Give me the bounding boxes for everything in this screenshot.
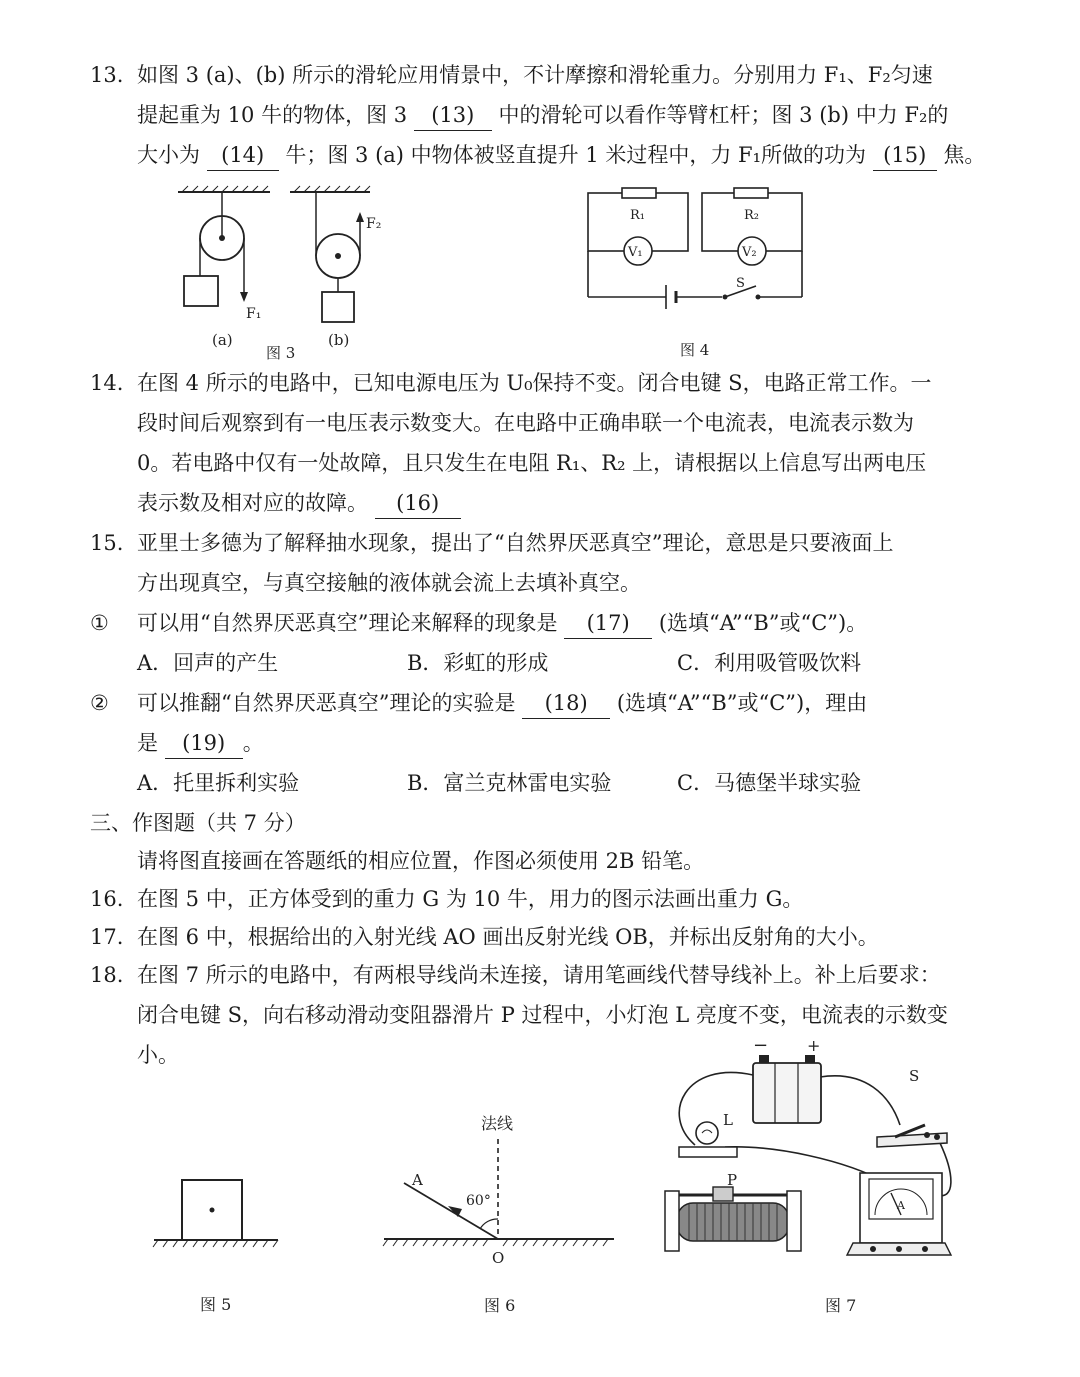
blank-13: (13) bbox=[414, 100, 492, 131]
q15-number: 15. bbox=[90, 531, 124, 555]
resistor-r1 bbox=[622, 188, 656, 198]
lamp-label: L bbox=[723, 1111, 733, 1129]
r2-label: R₂ bbox=[744, 208, 759, 223]
q16-text: 在图 5 中，正方体受到的重力 G 为 10 牛，用力的图示法画出重力 G。 bbox=[137, 887, 804, 911]
f2-label: F₂ bbox=[366, 216, 382, 232]
q13-text-3b: 牛；图 3 (a) 中物体被竖直提升 1 米过程中，力 F₁所做的功为 bbox=[285, 143, 867, 167]
q15-sub1 bbox=[90, 608, 990, 639]
point-o-label: O bbox=[492, 1249, 505, 1267]
fig3-label-a: (a) bbox=[212, 331, 233, 349]
normal-label: 法线 bbox=[481, 1114, 514, 1133]
rheostat-slider bbox=[713, 1187, 733, 1201]
mirror-hatch bbox=[383, 1239, 608, 1246]
q15-line-1 bbox=[90, 528, 990, 558]
option-2a: A．托里拆利实验 bbox=[137, 771, 300, 795]
option-1a: A．回声的产生 bbox=[137, 651, 279, 675]
q15-sub2-mark: ② bbox=[90, 691, 109, 715]
q15-sub2 bbox=[90, 688, 990, 719]
q14-text-4: 表示数及相对应的故障。 bbox=[137, 491, 368, 515]
figure-6 bbox=[380, 1105, 620, 1320]
q15-sub2-reason: 是 bbox=[137, 731, 158, 755]
q13-text-2b: 中的滑轮可以看作等臂杠杆；图 3 (b) 中力 F₂的 bbox=[498, 103, 949, 127]
fig7-caption: 图 7 bbox=[825, 1296, 857, 1315]
q14-text-3: 0。若电路中仅有一处故障，且只发生在电阻 R₁、R₂ 上，请根据以上信息写出两电压 bbox=[137, 451, 927, 475]
q15-text-2: 方出现真空，与真空接触的液体就会流上去填补真空。 bbox=[137, 571, 641, 595]
q18-text-1: 在图 7 所示的电路中，有两根导线尚未连接，请用笔画线代替导线补上。补上后要求： bbox=[137, 963, 941, 987]
blank-18: (18) bbox=[522, 688, 610, 719]
section-3-instruction: 请将图直接画在答题纸的相应位置，作图必须使用 2B 铅笔。 bbox=[137, 849, 705, 873]
q15-sub2-end: 。 bbox=[242, 731, 264, 755]
q14-line-2 bbox=[137, 408, 1037, 438]
lamp-bulb bbox=[696, 1122, 718, 1144]
q15-sub2-line-2 bbox=[137, 728, 1037, 759]
resistor-r2 bbox=[734, 188, 768, 198]
q17-number: 17. bbox=[90, 925, 124, 949]
blank-16: (16) bbox=[375, 488, 461, 519]
q15-sub1-mark: ① bbox=[90, 611, 109, 635]
q14-line-3 bbox=[137, 448, 1037, 478]
q15-sub1-hint: (选填“A”“B”或“C”)。 bbox=[658, 611, 868, 635]
f1-label: F₁ bbox=[246, 306, 262, 322]
section-3-title: 三、作图题（共 7 分） bbox=[90, 811, 306, 835]
q17-text: 在图 6 中，根据给出的入射光线 AO 画出反射光线 OB，并标出反射角的大小。 bbox=[137, 925, 879, 949]
q16-line bbox=[90, 884, 990, 914]
q18-number: 18. bbox=[90, 963, 124, 987]
option-1c: C．利用吸管吸饮料 bbox=[677, 651, 862, 675]
angle-label: 60° bbox=[466, 1193, 491, 1209]
blank-17: (17) bbox=[564, 608, 652, 639]
battery-box bbox=[753, 1063, 821, 1123]
q13-line-2 bbox=[137, 100, 1037, 131]
rheostat-coil bbox=[677, 1203, 789, 1241]
fig3-caption: 图 3 bbox=[266, 344, 296, 362]
ground-hatch bbox=[153, 1240, 278, 1247]
fig3-label-b: (b) bbox=[328, 331, 350, 349]
battery-plus: + bbox=[807, 1036, 821, 1055]
blank-14: (14) bbox=[207, 140, 279, 171]
option-1b: B．彩虹的形成 bbox=[407, 651, 549, 675]
q15-options-1 bbox=[137, 648, 861, 678]
q13-text-3c: 焦。 bbox=[943, 143, 986, 167]
fig3b-weight bbox=[322, 292, 354, 322]
switch-label: S bbox=[909, 1067, 920, 1085]
q16-number: 16. bbox=[90, 887, 124, 911]
q15-options-2 bbox=[137, 768, 861, 798]
q15-sub1-text: 可以用“自然界厌恶真空”理论来解释的现象是 bbox=[137, 611, 558, 635]
q18-line-1 bbox=[90, 960, 990, 990]
q15-sub2-text: 可以推翻“自然界厌恶真空”理论的实验是 bbox=[137, 691, 516, 715]
angle-arc bbox=[480, 1219, 498, 1229]
battery-minus: − bbox=[753, 1035, 769, 1056]
q14-number: 14. bbox=[90, 371, 124, 395]
q13-text-2a: 提起重为 10 牛的物体，图 3 bbox=[137, 103, 408, 127]
ammeter-label: A bbox=[897, 1199, 905, 1212]
figure-4 bbox=[580, 185, 820, 365]
s-label: S bbox=[736, 276, 745, 291]
q13-text-1: 如图 3 (a)、(b) 所示的滑轮应用情景中，不计摩擦和滑轮重力。分别用力 F₁、F₂匀速 bbox=[137, 63, 933, 87]
figure-3 bbox=[170, 180, 410, 370]
q13-line-1 bbox=[90, 60, 990, 90]
wire-battery-switch bbox=[820, 1076, 900, 1125]
fig3a-weight bbox=[184, 276, 218, 306]
figure-7 bbox=[655, 1035, 955, 1320]
q15-line-2 bbox=[137, 568, 1037, 598]
fig4-caption: 图 4 bbox=[680, 341, 710, 359]
lamp-base bbox=[679, 1147, 737, 1157]
blank-15: (15) bbox=[873, 140, 937, 171]
q18-line-2: 闭合电键 S，向右移动滑动变阻器滑片 P 过程中，小灯泡 L 亮度不变，电流表的示数变 bbox=[137, 1003, 948, 1027]
q14-text-2: 段时间后观察到有一电压表示数变大。在电路中正确串联一个电流表，电流表示数为 bbox=[137, 411, 914, 435]
q14-line-1 bbox=[90, 368, 990, 398]
q14-line-4 bbox=[137, 488, 1037, 519]
v1-label: V₁ bbox=[628, 245, 643, 260]
q15-sub2-hint: (选填“A”“B”或“C”)，理由 bbox=[616, 691, 868, 715]
option-2c: C．马德堡半球实验 bbox=[677, 771, 862, 795]
q15-text-1: 亚里士多德为了解释抽水现象，提出了“自然界厌恶真空”理论，意思是只要液面上 bbox=[137, 531, 894, 555]
point-a-label: A bbox=[412, 1171, 423, 1189]
q17-line bbox=[90, 922, 990, 952]
q13-line-3 bbox=[137, 140, 1037, 171]
blank-19: (19) bbox=[165, 728, 243, 759]
fig5-caption: 图 5 bbox=[200, 1295, 232, 1314]
q14-text-1: 在图 4 所示的电路中，已知电源电压为 U₀保持不变。闭合电键 S，电路正常工作。一 bbox=[137, 371, 932, 395]
q13-text-3a: 大小为 bbox=[137, 143, 200, 167]
fig6-caption: 图 6 bbox=[484, 1296, 516, 1315]
incident-ray-ao bbox=[404, 1183, 498, 1239]
slider-label: P bbox=[727, 1171, 738, 1189]
figure-5 bbox=[150, 1170, 285, 1320]
center-of-gravity bbox=[210, 1208, 215, 1213]
q18-line-3: 小。 bbox=[137, 1043, 179, 1067]
r1-label: R₁ bbox=[630, 208, 645, 223]
option-2b: B．富兰克林雷电实验 bbox=[407, 771, 612, 795]
v2-label: V₂ bbox=[742, 245, 757, 260]
q13-number: 13. bbox=[90, 63, 124, 87]
